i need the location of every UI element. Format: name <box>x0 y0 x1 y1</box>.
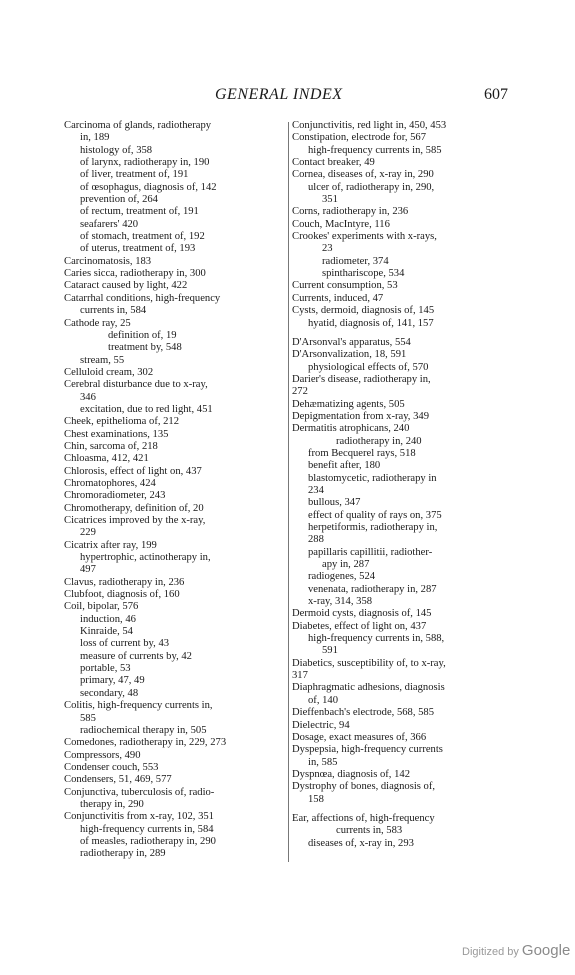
index-entry: Crookes' experiments with x-rays, <box>292 231 437 243</box>
index-entry: in, 585 <box>308 756 338 768</box>
index-entry: x-ray, 314, 358 <box>308 596 373 608</box>
index-entry: ulcer of, radiotherapy in, 290, <box>308 181 435 193</box>
index-entry: Chromoradiometer, 243 <box>64 490 166 502</box>
index-entry: Kinraide, 54 <box>80 626 133 638</box>
index-entry: Condensers, 51, 469, 577 <box>64 774 172 786</box>
index-entry: radiotherapy in, 289 <box>80 848 166 860</box>
index-entry: secondary, 48 <box>80 687 139 699</box>
index-entry: seafarers' 420 <box>80 218 139 230</box>
index-entry: Conjunctivitis, red light in, 450, 453 <box>292 120 447 131</box>
index-entry: Contact breaker, 49 <box>292 157 375 169</box>
index-entry: Diaphragmatic adhesions, diagnosis <box>292 682 445 694</box>
index-entry: Compressors, 490 <box>64 749 141 761</box>
index-entry: benefit after, 180 <box>308 460 381 472</box>
index-entry: herpetiformis, radiotherapy in, <box>308 522 438 533</box>
index-entry: high-frequency currents in, 585 <box>308 144 442 156</box>
index-entry: radiochemical therapy in, 505 <box>80 724 207 736</box>
index-entry: Caries sicca, radiotherapy in, 300 <box>64 268 206 280</box>
index-entry: Cerebral disturbance due to x-ray, <box>64 379 208 391</box>
index-entry: Couch, MacIntyre, 116 <box>292 218 390 230</box>
index-entry: Cicatrix after ray, 199 <box>64 539 157 551</box>
index-entry: Diabetes, effect of light on, 437 <box>292 620 427 632</box>
page-title: GENERAL INDEX <box>215 86 343 103</box>
index-entry: stream, 55 <box>80 354 125 366</box>
watermark-brand: Google <box>521 942 571 959</box>
index-entry: bullous, 347 <box>308 497 361 509</box>
index-entry: Diabetics, susceptibility of, to x-ray, <box>292 657 446 669</box>
index-entry: Cicatrices improved by the x-ray, <box>64 515 206 526</box>
column-divider <box>288 122 289 862</box>
index-entry: Carcinomatosis, 183 <box>64 255 152 267</box>
index-entry: Dieffenbach's electrode, 568, 585 <box>292 707 435 719</box>
index-entry: D'Arsonval's apparatus, 554 <box>292 336 411 348</box>
index-entry: currents in, 583 <box>336 825 403 837</box>
index-entry: primary, 47, 49 <box>80 675 145 687</box>
index-entry: 234 <box>308 484 324 496</box>
index-entry: Dystrophy of bones, diagnosis of, <box>292 781 436 793</box>
index-entry: Chromotherapy, definition of, 20 <box>64 502 204 514</box>
index-entry: 158 <box>308 793 324 805</box>
index-entry: definition of, 19 <box>108 329 177 341</box>
index-entry: 272 <box>292 386 308 398</box>
index-entry: high-frequency currents in, 584 <box>80 823 214 835</box>
digitized-watermark <box>462 942 570 959</box>
index-entry: Celluloid cream, 302 <box>64 366 154 378</box>
index-entry: portable, 53 <box>80 663 131 675</box>
index-entry: hyatid, diagnosis of, 141, 157 <box>308 317 434 329</box>
index-entry: therapy in, 290 <box>80 798 144 810</box>
index-entry: Chlorosis, effect of light on, 437 <box>64 465 202 477</box>
index-entry: blastomycetic, radiotherapy in <box>308 472 437 484</box>
index-entry: Cornea, diseases of, x-ray in, 290 <box>292 169 434 181</box>
index-entry: Dosage, exact measures of, 366 <box>292 731 427 743</box>
index-entry: diseases of, x-ray in, 293 <box>308 837 414 849</box>
index-entry: Darier's disease, radiotherapy in, <box>292 373 431 385</box>
index-entry: Catarrhal conditions, high-frequency <box>64 292 221 304</box>
index-entry: spinthariscope, 534 <box>322 268 405 280</box>
index-entry: physiological effects of, 570 <box>308 361 429 373</box>
running-header <box>0 86 575 108</box>
index-entry: 229 <box>80 527 96 539</box>
index-entry: hypertrophic, actinotherapy in, <box>80 552 211 564</box>
index-entry: in, 189 <box>80 132 110 144</box>
index-entry: of rectum, treatment of, 191 <box>80 206 199 218</box>
index-entry: Current consumption, 53 <box>292 280 398 292</box>
index-entry: Depigmentation from x-ray, 349 <box>292 410 429 422</box>
index-entry: Currents, induced, 47 <box>292 292 384 304</box>
index-entry: of, 140 <box>308 694 339 706</box>
index-entry: Clavus, radiotherapy in, 236 <box>64 576 185 588</box>
index-entry: Coil, bipolar, 576 <box>64 601 139 613</box>
index-entry: Cysts, dermoid, diagnosis of, 145 <box>292 305 435 317</box>
index-entry: 497 <box>80 564 96 576</box>
index-entry: Chest examinations, 135 <box>64 428 169 440</box>
index-entry: Carcinoma of glands, radiotherapy <box>64 120 212 131</box>
index-entry: measure of currents by, 42 <box>80 650 192 662</box>
index-entry: Cheek, epithelioma of, 212 <box>64 416 180 428</box>
index-entry: 585 <box>80 712 96 724</box>
index-entry: high-frequency currents in, 588, <box>308 633 445 645</box>
index-entry: 288 <box>308 534 324 546</box>
index-entry: 317 <box>292 670 308 682</box>
index-columns <box>64 120 509 880</box>
index-entry: from Becquerel rays, 518 <box>308 447 416 459</box>
index-entry: prevention of, 264 <box>80 194 158 206</box>
index-entry: radiogenes, 524 <box>308 571 376 583</box>
index-entry: Constipation, electrode for, 567 <box>292 132 427 144</box>
watermark-prefix: Digitized by <box>462 946 519 958</box>
index-entry: papillaris capillitii, radiother- <box>308 546 433 558</box>
index-entry: 346 <box>80 391 96 403</box>
index-entry: Conjunctivitis from x-ray, 102, 351 <box>64 811 214 823</box>
index-entry: 591 <box>322 645 338 657</box>
index-entry: Dermatitis atrophicans, 240 <box>292 423 410 435</box>
page-number: 607 <box>484 86 508 103</box>
index-entry: Cathode ray, 25 <box>64 317 131 329</box>
index-entry: excitation, due to red light, 451 <box>80 403 213 415</box>
index-entry: Conjunctiva, tuberculosis of, radio- <box>64 786 215 798</box>
index-entry: D'Arsonvalization, 18, 591 <box>292 349 407 361</box>
index-entry: of measles, radiotherapy in, 290 <box>80 835 216 847</box>
index-entry: treatment by, 548 <box>108 342 182 354</box>
index-entry: Dielectric, 94 <box>292 719 350 731</box>
index-entry: induction, 46 <box>80 613 136 625</box>
index-entry: histology of, 358 <box>80 144 153 156</box>
index-entry: Dermoid cysts, diagnosis of, 145 <box>292 608 432 620</box>
index-entry: Dehæmatizing agents, 505 <box>292 398 405 410</box>
index-entry: Chloasma, 412, 421 <box>64 453 149 465</box>
index-entry: radiotherapy in, 240 <box>336 435 422 447</box>
index-entry: of uterus, treatment of, 193 <box>80 243 196 255</box>
index-entry: Chromatophores, 424 <box>64 477 156 489</box>
index-entry: currents in, 584 <box>80 305 147 317</box>
index-entry: Dyspnœa, diagnosis of, 142 <box>292 768 410 780</box>
index-entry: of stomach, treatment of, 192 <box>80 231 205 243</box>
index-entry: Colitis, high-frequency currents in, <box>64 700 213 712</box>
index-entry: Dyspepsia, high-frequency currents <box>292 744 443 756</box>
index-entry: of liver, treatment of, 191 <box>80 169 189 181</box>
index-entry: apy in, 287 <box>322 559 370 571</box>
index-entry: Clubfoot, diagnosis of, 160 <box>64 589 180 601</box>
index-entry: loss of current by, 43 <box>80 638 170 650</box>
index-entry: 23 <box>322 243 333 255</box>
index-entry: venenata, radiotherapy in, 287 <box>308 583 437 595</box>
index-column-right <box>292 120 512 880</box>
index-entry: radiometer, 374 <box>322 255 389 267</box>
index-entry: Corns, radiotherapy in, 236 <box>292 206 409 218</box>
index-entry: of larynx, radiotherapy in, 190 <box>80 157 210 169</box>
index-column-left <box>64 120 286 880</box>
index-entry: Ear, affections of, high-frequency <box>292 812 435 824</box>
index-entry: of œsophagus, diagnosis of, 142 <box>80 181 217 193</box>
index-entry: Cataract caused by light, 422 <box>64 280 188 292</box>
index-entry: effect of quality of rays on, 375 <box>308 509 442 521</box>
index-entry: Condenser couch, 553 <box>64 761 159 773</box>
index-entry: 351 <box>322 194 338 206</box>
index-entry: Chin, sarcoma of, 218 <box>64 440 158 452</box>
index-entry: Comedones, radiotherapy in, 229, 273 <box>64 737 227 749</box>
